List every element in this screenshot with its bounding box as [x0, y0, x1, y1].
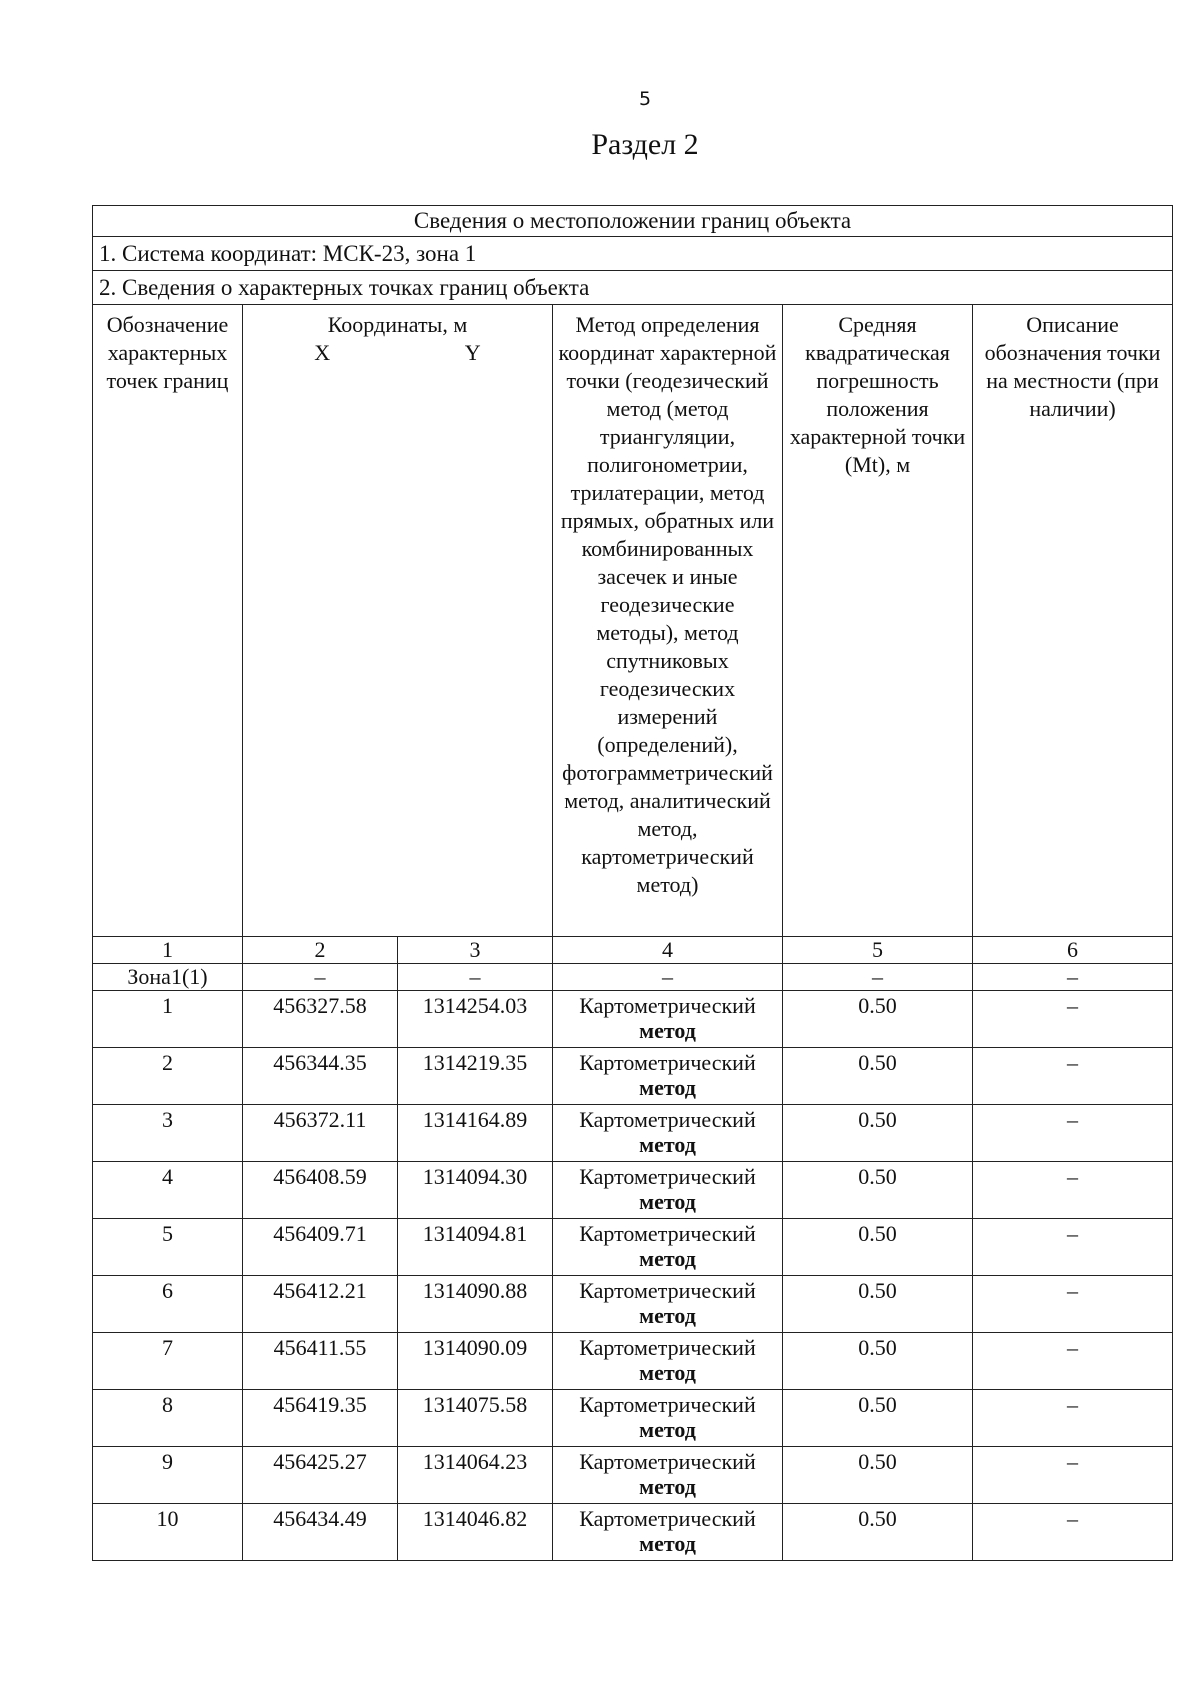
method-text: Картометрический [579, 993, 756, 1018]
boundary-table [92, 205, 1173, 1561]
point-cell: 9 [93, 1447, 243, 1504]
method-subtext: метод [639, 1417, 696, 1442]
column-number: 4 [553, 937, 783, 964]
point-cell: 5 [93, 1219, 243, 1276]
method-cell [553, 1105, 783, 1162]
method-subtext: метод [639, 1018, 696, 1043]
description-cell: – [973, 1390, 1173, 1447]
error-cell: 0.50 [783, 1162, 973, 1219]
zone-cell: – [398, 964, 553, 991]
column-number: 5 [783, 937, 973, 964]
x-cell: 456411.55 [243, 1333, 398, 1390]
zone-cell: – [243, 964, 398, 991]
method-cell [553, 1162, 783, 1219]
description-cell: – [973, 1162, 1173, 1219]
y-cell: 1314094.81 [398, 1219, 553, 1276]
header-description: Описание обозначения точки на местности (при наличии) [973, 305, 1173, 937]
x-cell: 456327.58 [243, 991, 398, 1048]
description-cell: – [973, 1105, 1173, 1162]
table-title-row [93, 206, 1173, 237]
coord-system-row [93, 237, 1173, 271]
method-cell [553, 991, 783, 1048]
zone-cell: – [783, 964, 973, 991]
table-row [93, 1390, 1173, 1447]
y-cell: 1314090.09 [398, 1333, 553, 1390]
description-cell: – [973, 1504, 1173, 1561]
method-subtext: метод [639, 1075, 696, 1100]
column-number: 6 [973, 937, 1173, 964]
point-cell: 6 [93, 1276, 243, 1333]
table-row [93, 1219, 1173, 1276]
method-subtext: метод [639, 1360, 696, 1385]
table-row [93, 1333, 1173, 1390]
method-cell [553, 1219, 783, 1276]
y-cell: 1314219.35 [398, 1048, 553, 1105]
method-cell [553, 1390, 783, 1447]
point-cell: 1 [93, 991, 243, 1048]
description-cell: – [973, 1447, 1173, 1504]
header-y: Y [464, 340, 481, 365]
error-cell: 0.50 [783, 1219, 973, 1276]
error-cell: 0.50 [783, 1333, 973, 1390]
error-cell: 0.50 [783, 1105, 973, 1162]
y-cell: 1314164.89 [398, 1105, 553, 1162]
data-rows [93, 991, 1173, 1561]
point-cell: 4 [93, 1162, 243, 1219]
method-subtext: метод [639, 1474, 696, 1499]
x-cell: 456434.49 [243, 1504, 398, 1561]
error-cell: 0.50 [783, 1048, 973, 1105]
zone-cell: – [973, 964, 1173, 991]
method-subtext: метод [639, 1246, 696, 1271]
error-cell: 0.50 [783, 1276, 973, 1333]
table-row [93, 1504, 1173, 1561]
header-error: Средняя квадратическая погрешность положения характерной точки (Mt), м [783, 305, 973, 937]
table-row [93, 1162, 1173, 1219]
y-cell: 1314094.30 [398, 1162, 553, 1219]
x-cell: 456344.35 [243, 1048, 398, 1105]
y-cell: 1314064.23 [398, 1447, 553, 1504]
zone-row [93, 964, 1173, 991]
point-cell: 2 [93, 1048, 243, 1105]
y-cell: 1314075.58 [398, 1390, 553, 1447]
method-subtext: метод [639, 1189, 696, 1214]
error-cell: 0.50 [783, 1504, 973, 1561]
method-text: Картометрический [579, 1164, 756, 1189]
error-cell: 0.50 [783, 1390, 973, 1447]
table-row [93, 1048, 1173, 1105]
x-cell: 456412.21 [243, 1276, 398, 1333]
points-info-row [93, 271, 1173, 305]
point-cell: 7 [93, 1333, 243, 1390]
description-cell: – [973, 1333, 1173, 1390]
method-text: Картометрический [579, 1392, 756, 1417]
error-cell: 0.50 [783, 991, 973, 1048]
table-title: Сведения о местоположении границ объекта [93, 206, 1173, 237]
header-x: X [314, 340, 331, 365]
table-row [93, 1276, 1173, 1333]
method-subtext: метод [639, 1132, 696, 1157]
x-cell: 456425.27 [243, 1447, 398, 1504]
method-cell [553, 1048, 783, 1105]
description-cell: – [973, 1048, 1173, 1105]
x-cell: 456372.11 [243, 1105, 398, 1162]
header-coordinates [243, 305, 553, 937]
x-cell: 456419.35 [243, 1390, 398, 1447]
method-text: Картометрический [579, 1506, 756, 1531]
description-cell: – [973, 1276, 1173, 1333]
method-text: Картометрический [579, 1449, 756, 1474]
method-cell [553, 1447, 783, 1504]
column-numbers-row [93, 937, 1173, 964]
coord-system: 1. Система координат: МСК-23, зона 1 [93, 237, 1173, 271]
y-cell: 1314090.88 [398, 1276, 553, 1333]
table-row [93, 1105, 1173, 1162]
method-text: Картометрический [579, 1335, 756, 1360]
column-number: 3 [398, 937, 553, 964]
x-cell: 456408.59 [243, 1162, 398, 1219]
method-text: Картометрический [579, 1278, 756, 1303]
page-number: 5 [638, 88, 652, 110]
method-cell [553, 1333, 783, 1390]
section-title: Раздел 2 [591, 128, 699, 161]
y-cell: 1314254.03 [398, 991, 553, 1048]
x-cell: 456409.71 [243, 1219, 398, 1276]
point-cell: 8 [93, 1390, 243, 1447]
table-row [93, 991, 1173, 1048]
method-subtext: метод [639, 1531, 696, 1556]
header-point-label: Обозначение характерных точек границ [93, 305, 243, 937]
description-cell: – [973, 1219, 1173, 1276]
method-text: Картометрический [579, 1221, 756, 1246]
header-coordinates-label: Координаты, м [327, 312, 468, 337]
method-text: Картометрический [579, 1050, 756, 1075]
header-method: Метод определения координат характерной точки (геодезический метод (метод триангуляции, полигонометрии, трилатерации, метод прямых, обратных или комбинированных засечек и иные геодезические методы), метод спутниковых геодезических измерений (определений), фотограмметрический метод, аналитический метод, картометрический метод) [553, 305, 783, 937]
y-cell: 1314046.82 [398, 1504, 553, 1561]
zone-label: Зона1(1) [93, 964, 243, 991]
table-row [93, 1447, 1173, 1504]
point-cell: 3 [93, 1105, 243, 1162]
header-row [93, 305, 1173, 937]
point-cell: 10 [93, 1504, 243, 1561]
method-cell [553, 1276, 783, 1333]
error-cell: 0.50 [783, 1447, 973, 1504]
method-text: Картометрический [579, 1107, 756, 1132]
method-subtext: метод [639, 1303, 696, 1328]
method-cell [553, 1504, 783, 1561]
zone-cell: – [553, 964, 783, 991]
column-number: 1 [93, 937, 243, 964]
points-info: 2. Сведения о характерных точках границ объекта [93, 271, 1173, 305]
column-number: 2 [243, 937, 398, 964]
description-cell: – [973, 991, 1173, 1048]
